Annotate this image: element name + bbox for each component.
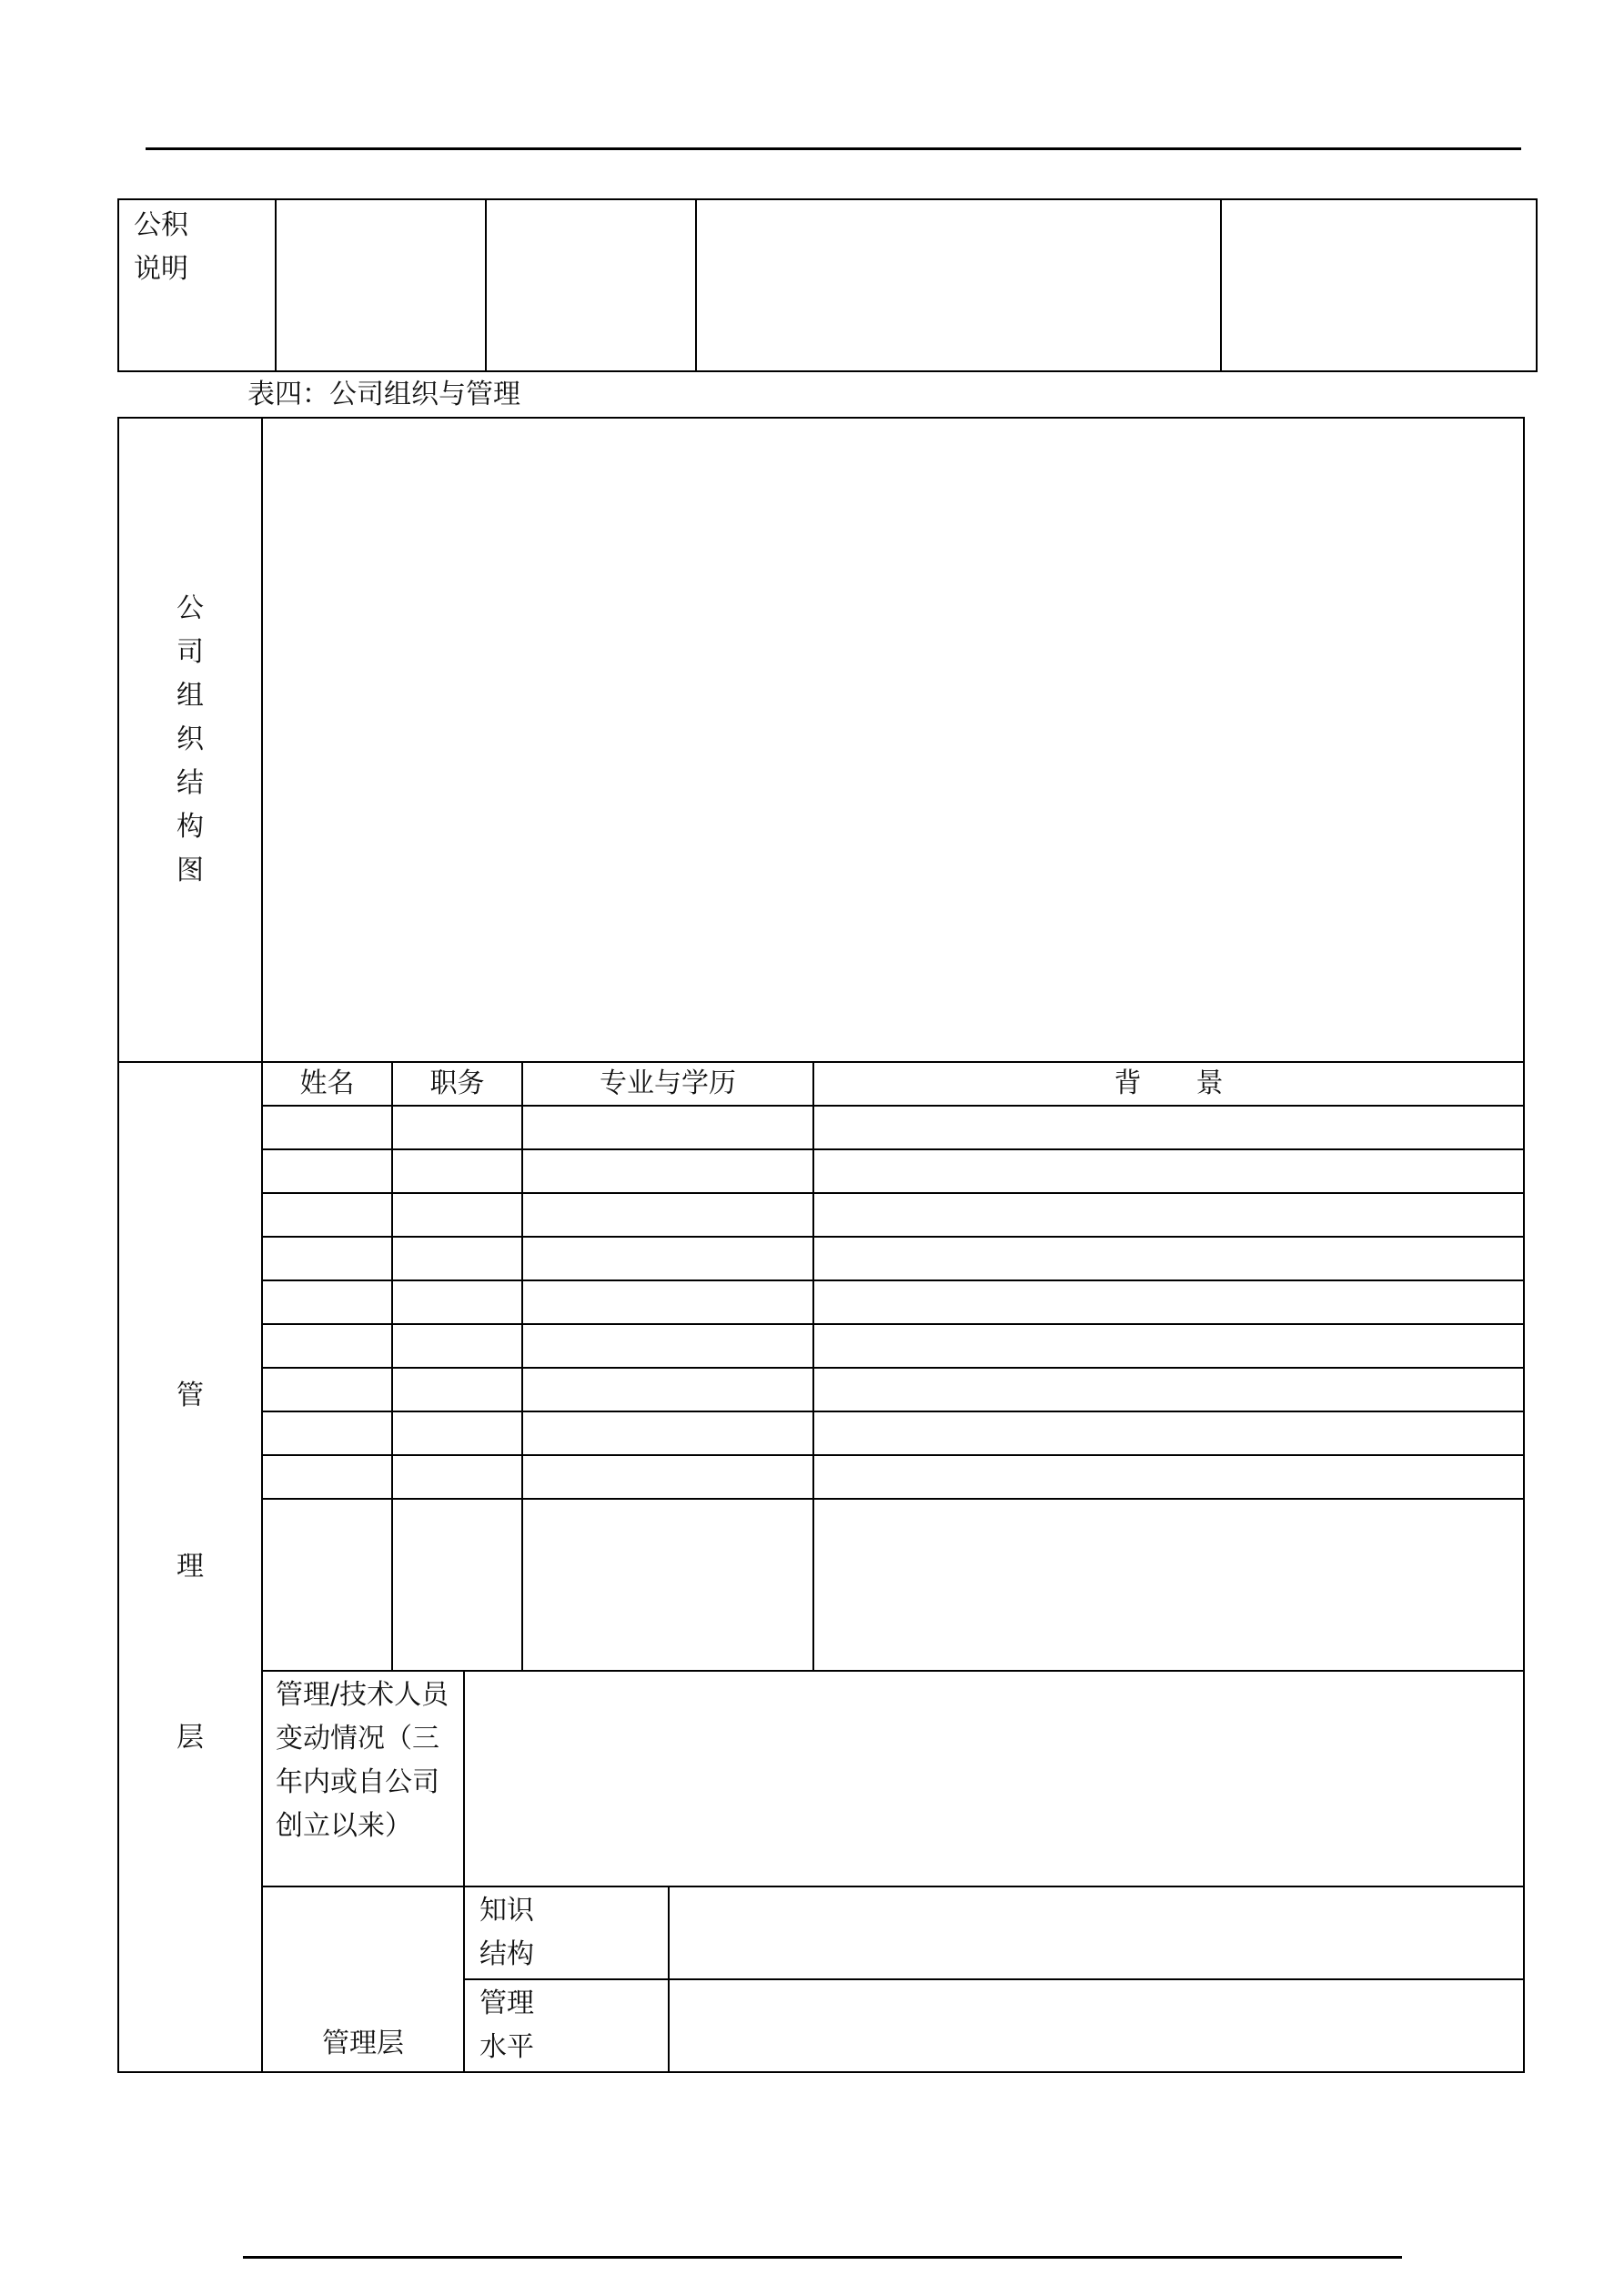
fund-description-label: 公积说明: [118, 199, 276, 371]
label-char: 构: [177, 811, 204, 843]
table-row: [118, 1106, 1524, 1149]
personnel-change-label: 管理/技术人员变动情况（三年内或自公司创立以来）: [262, 1671, 464, 1886]
name-cell[interactable]: [262, 1193, 392, 1237]
table-row: [118, 1324, 1524, 1368]
major-cell[interactable]: [522, 1499, 813, 1671]
label-char: 织: [177, 723, 204, 755]
position-cell[interactable]: [392, 1193, 522, 1237]
knowledge-structure-label: 知识结构: [464, 1886, 669, 1979]
major-cell[interactable]: [522, 1411, 813, 1455]
header-background: 背 景: [813, 1062, 1524, 1106]
label-char: 公: [177, 592, 204, 624]
background-cell[interactable]: [813, 1455, 1524, 1499]
position-cell[interactable]: [392, 1237, 522, 1280]
background-cell[interactable]: [813, 1368, 1524, 1411]
table-caption: 表四：公司组织与管理: [247, 379, 520, 410]
major-cell[interactable]: [522, 1368, 813, 1411]
background-cell[interactable]: [813, 1411, 1524, 1455]
name-cell[interactable]: [262, 1368, 392, 1411]
footer-rule: [243, 2256, 1402, 2259]
position-cell[interactable]: [392, 1149, 522, 1193]
org-chart-label-text: [172, 587, 208, 893]
position-cell[interactable]: [392, 1499, 522, 1671]
major-cell[interactable]: [522, 1106, 813, 1149]
management-level-label: 管理水平: [464, 1979, 669, 2072]
background-cell[interactable]: [813, 1193, 1524, 1237]
background-cell[interactable]: [813, 1106, 1524, 1149]
label-char: 结: [177, 767, 204, 799]
fund-cell-1[interactable]: [276, 199, 486, 371]
management-side-label: [118, 1062, 262, 2072]
org-chart-label: [118, 418, 262, 1062]
table-row: [118, 1368, 1524, 1411]
org-management-table: [117, 417, 1525, 2073]
background-cell[interactable]: [813, 1324, 1524, 1368]
label-char: 图: [177, 855, 204, 886]
label-char: 管: [177, 1380, 204, 1411]
background-cell[interactable]: [813, 1237, 1524, 1280]
name-cell[interactable]: [262, 1237, 392, 1280]
position-cell[interactable]: [392, 1280, 522, 1324]
major-cell[interactable]: [522, 1324, 813, 1368]
management-level-area[interactable]: [669, 1979, 1524, 2072]
org-chart-area[interactable]: [262, 418, 1524, 1062]
fund-cell-3[interactable]: [696, 199, 1221, 371]
header-name: 姓名: [262, 1062, 392, 1106]
position-cell[interactable]: [392, 1106, 522, 1149]
label-char: 层: [177, 1722, 204, 1754]
name-cell[interactable]: [262, 1499, 392, 1671]
name-cell[interactable]: [262, 1149, 392, 1193]
header-major-education: 专业与学历: [522, 1062, 813, 1106]
table-row: [118, 1411, 1524, 1455]
table-row: [118, 1499, 1524, 1671]
background-cell[interactable]: [813, 1149, 1524, 1193]
management-side-label-text: [172, 1374, 208, 1760]
major-cell[interactable]: [522, 1149, 813, 1193]
fund-cell-2[interactable]: [486, 199, 696, 371]
background-cell[interactable]: [813, 1280, 1524, 1324]
knowledge-structure-area[interactable]: [669, 1886, 1524, 1979]
position-cell[interactable]: [392, 1455, 522, 1499]
header-rule: [146, 147, 1521, 150]
name-cell[interactable]: [262, 1411, 392, 1455]
table-row: [118, 1193, 1524, 1237]
major-cell[interactable]: [522, 1455, 813, 1499]
name-cell[interactable]: [262, 1455, 392, 1499]
major-cell[interactable]: [522, 1237, 813, 1280]
header-position: 职务: [392, 1062, 522, 1106]
table-row: [118, 1455, 1524, 1499]
table-row: [118, 1149, 1524, 1193]
position-cell[interactable]: [392, 1324, 522, 1368]
table-row: [118, 1237, 1524, 1280]
fund-table: [117, 198, 1538, 372]
name-cell[interactable]: [262, 1106, 392, 1149]
fund-cell-4[interactable]: [1221, 199, 1537, 371]
name-cell[interactable]: [262, 1324, 392, 1368]
personnel-change-area[interactable]: [464, 1671, 1524, 1886]
background-cell[interactable]: [813, 1499, 1524, 1671]
management-layer-label: 管理层: [262, 1886, 464, 2072]
position-cell[interactable]: [392, 1368, 522, 1411]
label-char: 理: [177, 1551, 204, 1583]
name-cell[interactable]: [262, 1280, 392, 1324]
label-char: 司: [177, 636, 204, 668]
label-char: 组: [177, 680, 204, 712]
major-cell[interactable]: [522, 1280, 813, 1324]
major-cell[interactable]: [522, 1193, 813, 1237]
table-row: [118, 1280, 1524, 1324]
position-cell[interactable]: [392, 1411, 522, 1455]
